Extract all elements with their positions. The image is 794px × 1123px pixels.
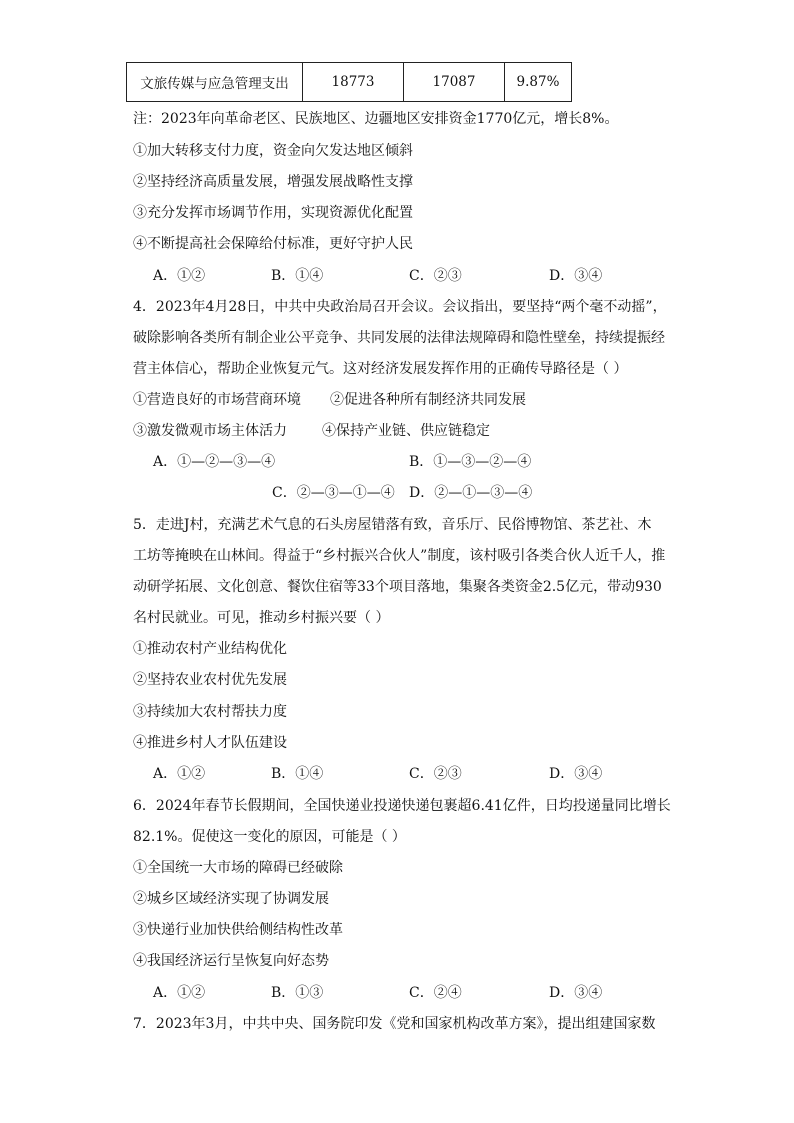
q3-option-c[interactable]: C．②③: [409, 268, 462, 284]
table-cell: 9.87%: [505, 63, 572, 102]
q3-option-a[interactable]: A．①②: [153, 268, 206, 284]
q5-item-3: ③持续加大农村帮扶力度: [133, 704, 287, 720]
q4-stem-line-3: 营主体信心，帮助企业恢复元气。这对经济发展发挥作用的正确传导路径是（ ）: [133, 361, 628, 377]
q4-stem-line-1: 4．2023年4月28日，中共中央政治局召开会议。会议指出，要坚持“两个毫不动摇”，: [133, 299, 667, 315]
q4-option-b[interactable]: B．①—③—②—④: [409, 454, 532, 470]
q5-option-d[interactable]: D．③④: [549, 766, 603, 782]
q6-stem-line-1: 6．2024年春节长假期间，全国快递业投递快递包裹超6.41亿件，日均投递量同比增长: [133, 798, 671, 814]
q3-item-1: ①加大转移支付力度，资金向欠发达地区倾斜: [133, 143, 413, 159]
q4-stem-line-2: 破除影响各类所有制企业公平竞争、共同发展的法律法规障碍和隐性壁垒，持续提振经: [133, 330, 665, 346]
table-cell: 17087: [404, 63, 505, 102]
q5-item-1: ①推动农村产业结构优化: [133, 641, 287, 657]
q5-stem-line-3: 动研学拓展、文化创意、餐饮住宿等33个项目落地，集聚各类资金2.5亿元，带动930: [133, 579, 662, 595]
table-note: 注：2023年向革命老区、民族地区、边疆地区安排资金1770亿元，增长8%。: [133, 111, 619, 127]
q4-item-4: ④保持产业链、供应链稳定: [322, 423, 490, 439]
table-row: [127, 63, 572, 102]
q3-option-d[interactable]: D．③④: [549, 268, 603, 284]
q6-option-b[interactable]: B．①③: [271, 985, 324, 1001]
q4-item-1: ①营造良好的市场营商环境: [133, 392, 301, 408]
q4-item-2: ②促进各种所有制经济共同发展: [330, 392, 526, 408]
q5-stem-line-2: 工坊等掩映在山林间。得益于“乡村振兴合伙人”制度，该村吸引各类合伙人近千人，推: [133, 548, 666, 564]
q5-option-a[interactable]: A．①②: [153, 766, 206, 782]
q5-options: [153, 764, 673, 784]
q6-item-2: ②城乡区域经济实现了协调发展: [133, 891, 329, 907]
q4-option-a[interactable]: A．①—②—③—④: [153, 454, 276, 470]
q5-item-2: ②坚持农业农村优先发展: [133, 672, 287, 688]
q4-option-d[interactable]: D．②—①—③—④: [409, 485, 533, 501]
q6-option-c[interactable]: C．②④: [409, 985, 462, 1001]
q6-option-d[interactable]: D．③④: [549, 985, 603, 1001]
q3-item-2: ②坚持经济高质量发展，增强发展战略性支撑: [133, 174, 413, 190]
q5-stem-line-4: 名村民就业。可见，推动乡村振兴要（ ）: [133, 610, 390, 626]
q5-option-c[interactable]: C．②③: [409, 766, 462, 782]
q6-stem-line-2: 82.1%。促使这一变化的原因，可能是（ ）: [133, 829, 406, 845]
q7-stem-line-1: 7．2023年3月，中共中央、国务院印发《党和国家机构改革方案》，提出组建国家数: [133, 1016, 656, 1032]
q3-option-b[interactable]: B．①④: [271, 268, 324, 284]
q4-option-c[interactable]: C．②—③—①—④: [272, 485, 395, 501]
q3-item-4: ④不断提高社会保障给付标准，更好守护人民: [133, 236, 413, 252]
q3-item-3: ③充分发挥市场调节作用，实现资源优化配置: [133, 205, 413, 221]
q5-stem-line-1: 5．走进J村，充满艺术气息的石头房屋错落有致，音乐厅、民俗博物馆、茶艺社、木: [133, 517, 652, 533]
q6-options: [153, 983, 673, 1003]
q6-item-1: ①全国统一大市场的障碍已经破除: [133, 860, 343, 876]
q5-item-4: ④推进乡村人才队伍建设: [133, 735, 287, 751]
q6-option-a[interactable]: A．①②: [153, 985, 206, 1001]
expenditure-table: [126, 62, 572, 102]
table-cell: 18773: [303, 63, 404, 102]
table-cell: 文旅传媒与应急管理支出: [127, 63, 303, 102]
q3-options: [153, 266, 673, 286]
q5-option-b[interactable]: B．①④: [271, 766, 324, 782]
q4-item-3: ③激发微观市场主体活力: [133, 423, 287, 439]
q6-item-3: ③快递行业加快供给侧结构性改革: [133, 922, 343, 938]
q6-item-4: ④我国经济运行呈恢复向好态势: [133, 953, 329, 969]
